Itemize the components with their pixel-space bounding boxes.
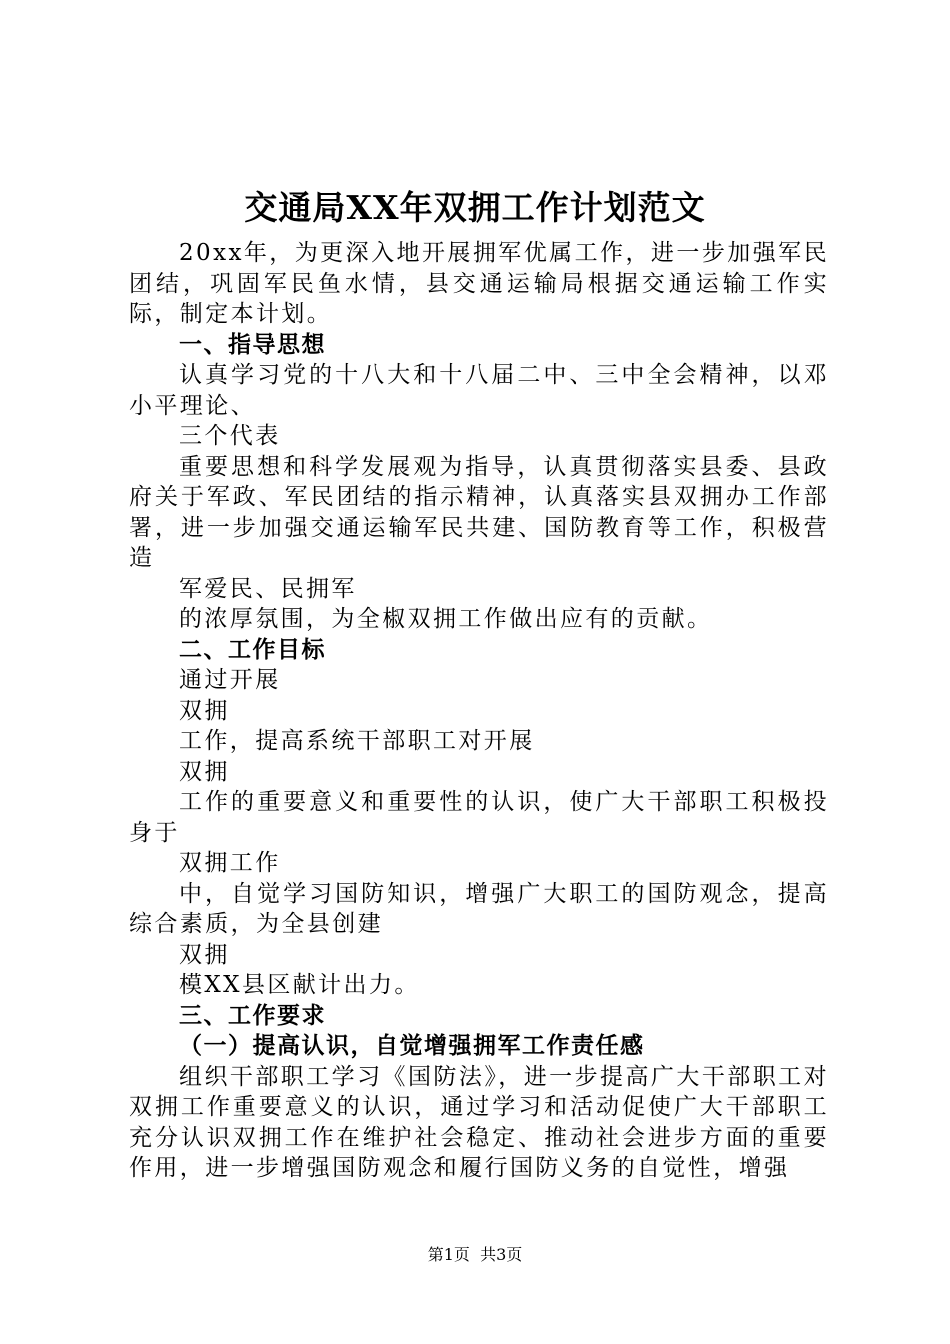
paragraph: 工作的重要意义和重要性的认识，使广大干部职工积极投身于 <box>129 789 829 846</box>
section-heading: 二、工作目标 <box>179 636 326 663</box>
paragraph: 工作，提高系统干部职工对开展 <box>179 728 535 754</box>
paragraph: 重要思想和科学发展观为指导，认真贯彻落实县委、县政府关于军政、军民团结的指示精神，认真落实县双拥办工作部署，进一步加强交通运输军民共建、国防教育等工作，积极营造 <box>129 453 829 571</box>
document-title: 交通局XX年双拥工作计划范文 <box>244 188 706 227</box>
document-body <box>129 238 829 1184</box>
paragraph: 三个代表 <box>179 423 281 449</box>
page-total: 共3页 <box>480 1245 523 1264</box>
page-footer <box>0 1244 950 1266</box>
paragraph: 军爱民、民拥军 <box>179 575 357 602</box>
paragraph: 双拥工作 <box>179 850 281 876</box>
section-heading: 三、工作要求 <box>179 1002 326 1029</box>
paragraph: 双拥 <box>179 941 230 968</box>
paragraph: 组织干部职工学习《国防法》，进一步提高广大干部职工对双拥工作重要意义的认识，通过学习和活动促使广大干部职工充分认识双拥工作在维护社会稳定、推动社会进步方面的重要作用，进一步增强国防观念和履行国防义务的自觉性，增强 <box>129 1063 829 1181</box>
page-number: 第1页 <box>427 1245 470 1264</box>
paragraph: 认真学习党的十八大和十八届二中、三中全会精神，以邓小平理论、 <box>129 362 829 419</box>
paragraph: 中，自觉学习国防知识，增强广大职工的国防观念，提高综合素质，为全县创建 <box>129 880 829 937</box>
paragraph: 双拥 <box>179 697 230 724</box>
paragraph: 模XX县区献计出力。 <box>179 972 420 998</box>
paragraph: 通过开展 <box>179 667 281 693</box>
paragraph: 的浓厚氛围，为全椒双拥工作做出应有的贡献。 <box>179 606 713 632</box>
paragraph: 20xx年，为更深入地开展拥军优属工作，进一步加强军民团结，巩固军民鱼水情，县交通运输局根据交通运输工作实际，制定本计划。 <box>129 240 829 327</box>
section-heading: 一、指导思想 <box>179 331 326 358</box>
section-heading: （一）提高认识，自觉增强拥军工作责任感 <box>179 1033 645 1059</box>
paragraph: 双拥 <box>179 758 230 785</box>
